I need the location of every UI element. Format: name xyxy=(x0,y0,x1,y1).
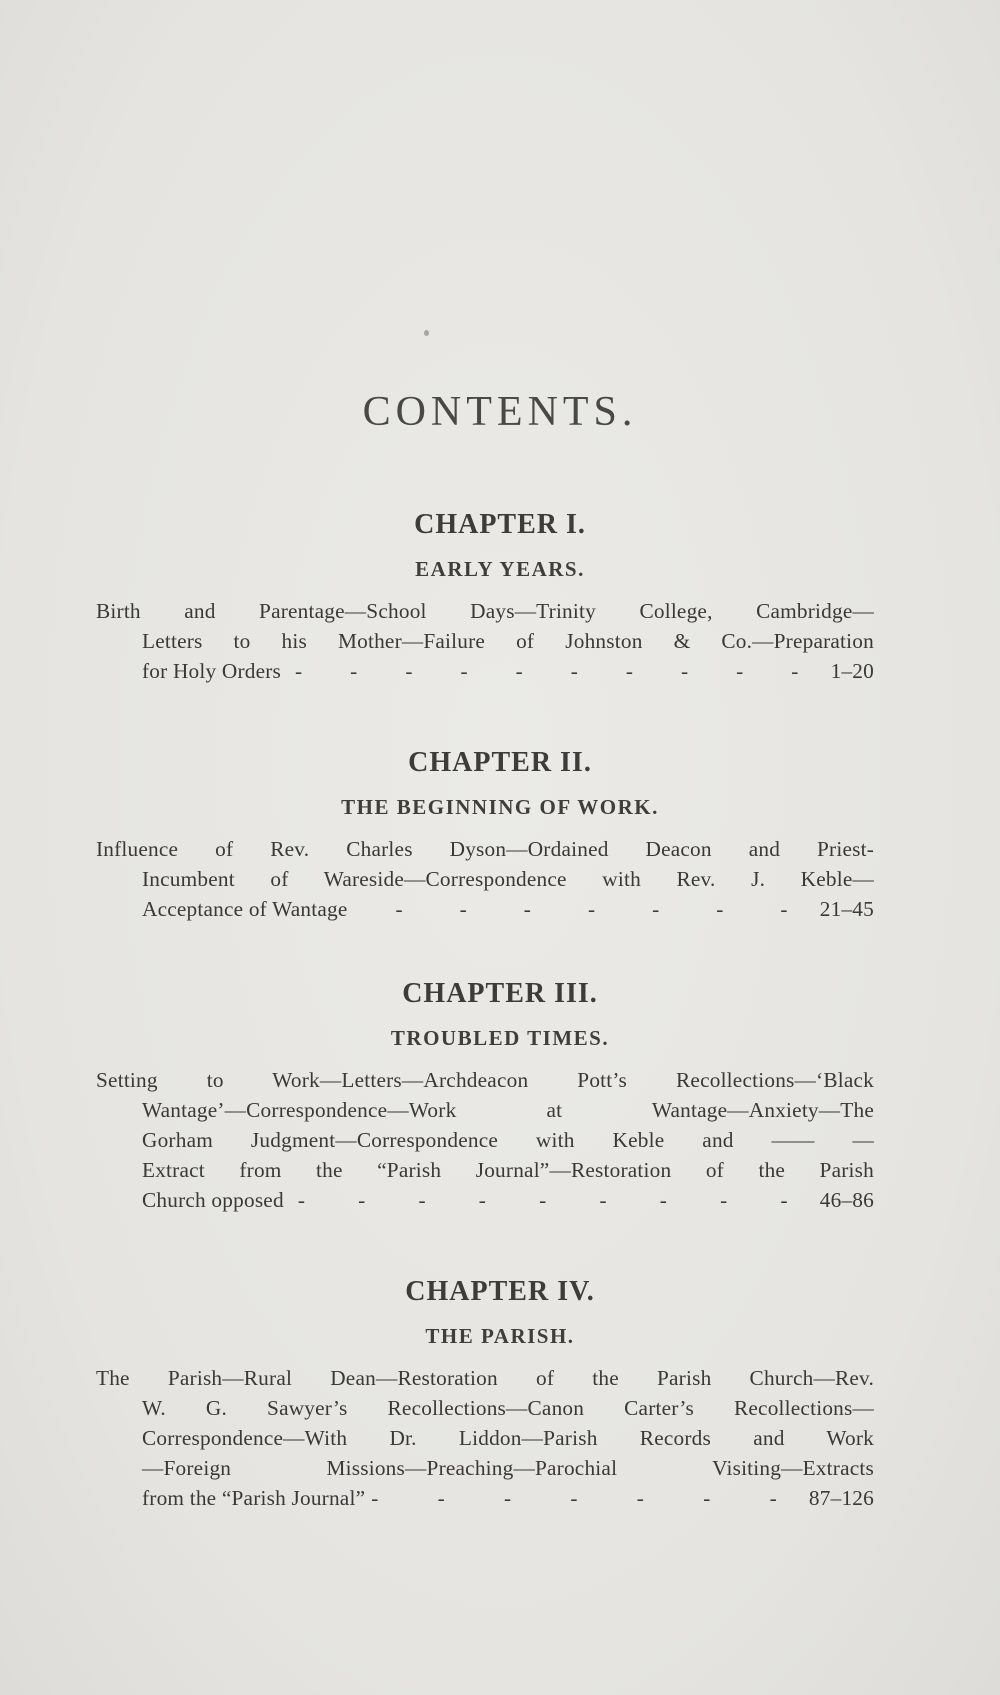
summary-last-line xyxy=(96,894,874,924)
summary-line: —Foreign Missions—Preaching—Parochial Visiting—Extracts xyxy=(142,1456,874,1480)
chapter-3 xyxy=(0,977,1000,1215)
summary-line: W. G. Sawyer’s Recollections—Canon Carter’s Recollections— xyxy=(142,1396,874,1420)
dot-leader: - - - - - - - xyxy=(395,897,788,921)
chapter-4 xyxy=(0,1275,1000,1513)
summary-line: The Parish—Rural Dean—Restoration of the Parish Church—Rev. xyxy=(96,1366,874,1390)
dot-leader: - - - - - - - - - - xyxy=(295,659,799,683)
chapter-summary xyxy=(96,834,874,924)
summary-last-line xyxy=(96,656,874,686)
page-range: 87–126 xyxy=(808,1486,874,1510)
summary-line: Incumbent of Wareside—Correspondence with Rev. J. Keble— xyxy=(142,867,874,891)
chapter-summary xyxy=(96,596,874,686)
chapter-summary xyxy=(96,1065,874,1215)
summary-line: Extract from the “Parish Journal”—Restoration of the Parish xyxy=(142,1158,874,1182)
chapter-heading: CHAPTER I. xyxy=(414,509,586,540)
summary-line: Wantage’—Correspondence—Work at Wantage—Anxiety—The xyxy=(142,1098,874,1122)
chapter-subtitle: EARLY YEARS. xyxy=(415,557,585,581)
summary-last-line xyxy=(96,1185,874,1215)
page-range: 21–45 xyxy=(819,897,874,921)
dot-leader: - - - - - - - - - xyxy=(297,1188,788,1212)
summary-line: Letters to his Mother—Failure of Johnston & Co.—Preparation xyxy=(142,629,874,653)
chapter-summary xyxy=(96,1363,874,1513)
chapter-2 xyxy=(0,746,1000,924)
dot-leader: - - - - - - - xyxy=(371,1486,777,1510)
chapter-subtitle: TROUBLED TIMES. xyxy=(390,1026,610,1050)
contents-title: CONTENTS. xyxy=(362,389,638,435)
chapter-heading: CHAPTER IV. xyxy=(405,1276,595,1307)
summary-line: Setting to Work—Letters—Archdeacon Pott’s Recollections—‘Black xyxy=(96,1068,874,1092)
page-range: 1–20 xyxy=(830,659,874,683)
summary-line-text: Church opposed xyxy=(142,1188,284,1212)
paper-speck xyxy=(424,330,429,336)
summary-last-line xyxy=(96,1483,874,1513)
chapter-1 xyxy=(0,508,1000,686)
summary-line-text: for Holy Orders xyxy=(142,659,282,683)
summary-line-text: Acceptance of Wantage xyxy=(142,897,348,921)
chapter-subtitle: THE BEGINNING OF WORK. xyxy=(341,795,659,819)
page-range: 46–86 xyxy=(819,1188,874,1212)
chapter-subtitle: THE PARISH. xyxy=(425,1324,575,1348)
chapter-heading: CHAPTER II. xyxy=(408,747,592,778)
summary-line: Influence of Rev. Charles Dyson—Ordained Deacon and Priest- xyxy=(96,837,874,861)
summary-line: Gorham Judgment—Correspondence with Keble and —— — xyxy=(142,1128,874,1152)
summary-line: Correspondence—With Dr. Liddon—Parish Records and Work xyxy=(142,1426,874,1450)
chapter-heading: CHAPTER III. xyxy=(402,978,598,1009)
summary-line-text: from the “Parish Journal” xyxy=(142,1486,366,1510)
summary-line: Birth and Parentage—School Days—Trinity College, Cambridge— xyxy=(96,599,874,623)
